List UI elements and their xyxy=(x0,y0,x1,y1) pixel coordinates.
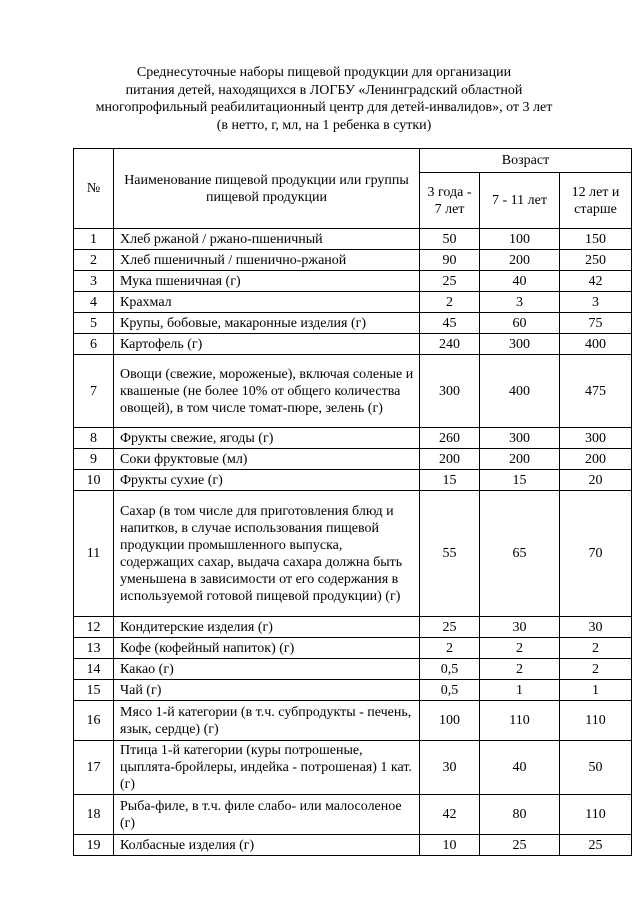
header-num: № xyxy=(74,149,114,229)
row-number: 11 xyxy=(74,491,114,617)
product-name: Крупы, бобовые, макаронные изделия (г) xyxy=(114,313,420,334)
age-value-3: 3 xyxy=(560,292,632,313)
title-line-2: питания детей, находящихся в ЛОГБУ «Ленинградский областной xyxy=(125,82,523,98)
age-value-3: 475 xyxy=(560,355,632,428)
age-value-1: 25 xyxy=(420,271,480,292)
age-value-3: 2 xyxy=(560,638,632,659)
title-line-1: Среднесуточные наборы пищевой продукции для организации xyxy=(136,65,512,80)
age-value-2: 30 xyxy=(480,617,560,638)
row-number: 4 xyxy=(74,292,114,313)
age-value-1: 90 xyxy=(420,250,480,271)
age-value-2: 2 xyxy=(480,659,560,680)
row-number: 17 xyxy=(74,741,114,795)
row-number: 5 xyxy=(74,313,114,334)
age-value-3: 30 xyxy=(560,617,632,638)
age-value-1: 55 xyxy=(420,491,480,617)
header-age-group-1: 3 года - 7 лет xyxy=(420,173,480,229)
age-value-1: 30 xyxy=(420,741,480,795)
age-value-1: 240 xyxy=(420,334,480,355)
table-row xyxy=(74,795,632,835)
age-value-3: 110 xyxy=(560,701,632,741)
product-name: Хлеб пшеничный / пшенично-ржаной xyxy=(114,250,420,271)
age-value-3: 42 xyxy=(560,271,632,292)
age-value-1: 300 xyxy=(420,355,480,428)
age-value-2: 60 xyxy=(480,313,560,334)
table-row xyxy=(74,491,632,617)
product-name: Фрукты сухие (г) xyxy=(114,470,420,491)
age-value-1: 100 xyxy=(420,701,480,741)
row-number: 18 xyxy=(74,795,114,835)
age-value-2: 300 xyxy=(480,428,560,449)
age-value-3: 50 xyxy=(560,741,632,795)
table-row xyxy=(74,313,632,334)
age-value-3: 300 xyxy=(560,428,632,449)
header-age-group-2: 7 - 11 лет xyxy=(480,173,560,229)
table-row xyxy=(74,449,632,470)
product-name: Мясо 1-й категории (в т.ч. субпродукты - печень, язык, сердце) (г) xyxy=(114,701,420,741)
row-number: 19 xyxy=(74,835,114,856)
table-row xyxy=(74,355,632,428)
product-name: Овощи (свежие, мороженые), включая соленые и квашеные (не более 10% от общего количества овощей), в том числе томат-пюре, зелень (г) xyxy=(114,355,420,428)
age-value-2: 65 xyxy=(480,491,560,617)
product-name: Колбасные изделия (г) xyxy=(114,835,420,856)
row-number: 1 xyxy=(74,229,114,250)
age-value-2: 300 xyxy=(480,334,560,355)
age-value-2: 1 xyxy=(480,680,560,701)
age-value-2: 2 xyxy=(480,638,560,659)
table-row xyxy=(74,292,632,313)
age-value-1: 0,5 xyxy=(420,680,480,701)
age-value-1: 42 xyxy=(420,795,480,835)
table-row xyxy=(74,428,632,449)
age-value-1: 50 xyxy=(420,229,480,250)
row-number: 14 xyxy=(74,659,114,680)
table-row xyxy=(74,229,632,250)
age-value-3: 250 xyxy=(560,250,632,271)
age-value-1: 45 xyxy=(420,313,480,334)
title-line-4: (в нетто, г, мл, на 1 ребенка в сутки) xyxy=(216,117,432,133)
age-value-3: 150 xyxy=(560,229,632,250)
product-name: Картофель (г) xyxy=(114,334,420,355)
row-number: 12 xyxy=(74,617,114,638)
product-name: Сахар (в том числе для приготовления блюд и напитков, в случае использования пищевой продукции промышленного выпуска, содержащих сахар, выдача сахара должна быть уменьшена в зависимости от его содержания в используемой готовой пищевой продукции) (г) xyxy=(114,491,420,617)
age-value-2: 80 xyxy=(480,795,560,835)
product-name: Хлеб ржаной / ржано-пшеничный xyxy=(114,229,420,250)
row-number: 7 xyxy=(74,355,114,428)
age-value-3: 110 xyxy=(560,795,632,835)
product-name: Чай (г) xyxy=(114,680,420,701)
age-value-2: 3 xyxy=(480,292,560,313)
age-value-1: 260 xyxy=(420,428,480,449)
age-value-1: 15 xyxy=(420,470,480,491)
product-name: Кофе (кофейный напиток) (г) xyxy=(114,638,420,659)
age-value-3: 400 xyxy=(560,334,632,355)
product-name: Соки фруктовые (мл) xyxy=(114,449,420,470)
age-value-2: 200 xyxy=(480,449,560,470)
age-value-2: 40 xyxy=(480,271,560,292)
age-value-2: 40 xyxy=(480,741,560,795)
table-row xyxy=(74,271,632,292)
table-body xyxy=(74,229,632,856)
table-row xyxy=(74,680,632,701)
age-value-1: 2 xyxy=(420,638,480,659)
age-value-3: 200 xyxy=(560,449,632,470)
table-row xyxy=(74,617,632,638)
age-value-1: 200 xyxy=(420,449,480,470)
age-value-1: 25 xyxy=(420,617,480,638)
age-value-2: 25 xyxy=(480,835,560,856)
age-value-3: 25 xyxy=(560,835,632,856)
product-name: Рыба-филе, в т.ч. филе слабо- или малосоленое (г) xyxy=(114,795,420,835)
document-title xyxy=(60,64,588,134)
row-number: 10 xyxy=(74,470,114,491)
table-row xyxy=(74,470,632,491)
age-value-3: 2 xyxy=(560,659,632,680)
header-age-group-3: 12 лет и старше xyxy=(560,173,632,229)
age-value-1: 2 xyxy=(420,292,480,313)
age-value-2: 110 xyxy=(480,701,560,741)
row-number: 2 xyxy=(74,250,114,271)
table-row xyxy=(74,659,632,680)
product-name: Фрукты свежие, ягоды (г) xyxy=(114,428,420,449)
age-value-2: 100 xyxy=(480,229,560,250)
product-name: Кондитерские изделия (г) xyxy=(114,617,420,638)
row-number: 6 xyxy=(74,334,114,355)
row-number: 9 xyxy=(74,449,114,470)
age-value-1: 10 xyxy=(420,835,480,856)
table-row xyxy=(74,701,632,741)
title-line-3: многопрофильный реабилитационный центр для детей-инвалидов», от 3 лет xyxy=(95,100,553,115)
product-name: Крахмал xyxy=(114,292,420,313)
product-name: Птица 1-й категории (куры потрошеные, цыплята-бройлеры, индейка - потрошеная) 1 кат. (г) xyxy=(114,741,420,795)
row-number: 3 xyxy=(74,271,114,292)
product-name: Какао (г) xyxy=(114,659,420,680)
table-row xyxy=(74,835,632,856)
header-product-name: Наименование пищевой продукции или группы пищевой продукции xyxy=(114,149,420,229)
product-name: Мука пшеничная (г) xyxy=(114,271,420,292)
row-number: 16 xyxy=(74,701,114,741)
age-value-1: 0,5 xyxy=(420,659,480,680)
age-value-3: 1 xyxy=(560,680,632,701)
age-value-2: 15 xyxy=(480,470,560,491)
table-row xyxy=(74,334,632,355)
table-row xyxy=(74,741,632,795)
table-row xyxy=(74,250,632,271)
age-value-2: 200 xyxy=(480,250,560,271)
age-value-3: 20 xyxy=(560,470,632,491)
table-row xyxy=(74,638,632,659)
row-number: 15 xyxy=(74,680,114,701)
food-norms-table xyxy=(73,148,632,856)
row-number: 13 xyxy=(74,638,114,659)
header-age: Возраст xyxy=(420,149,632,173)
age-value-3: 70 xyxy=(560,491,632,617)
age-value-2: 400 xyxy=(480,355,560,428)
row-number: 8 xyxy=(74,428,114,449)
age-value-3: 75 xyxy=(560,313,632,334)
